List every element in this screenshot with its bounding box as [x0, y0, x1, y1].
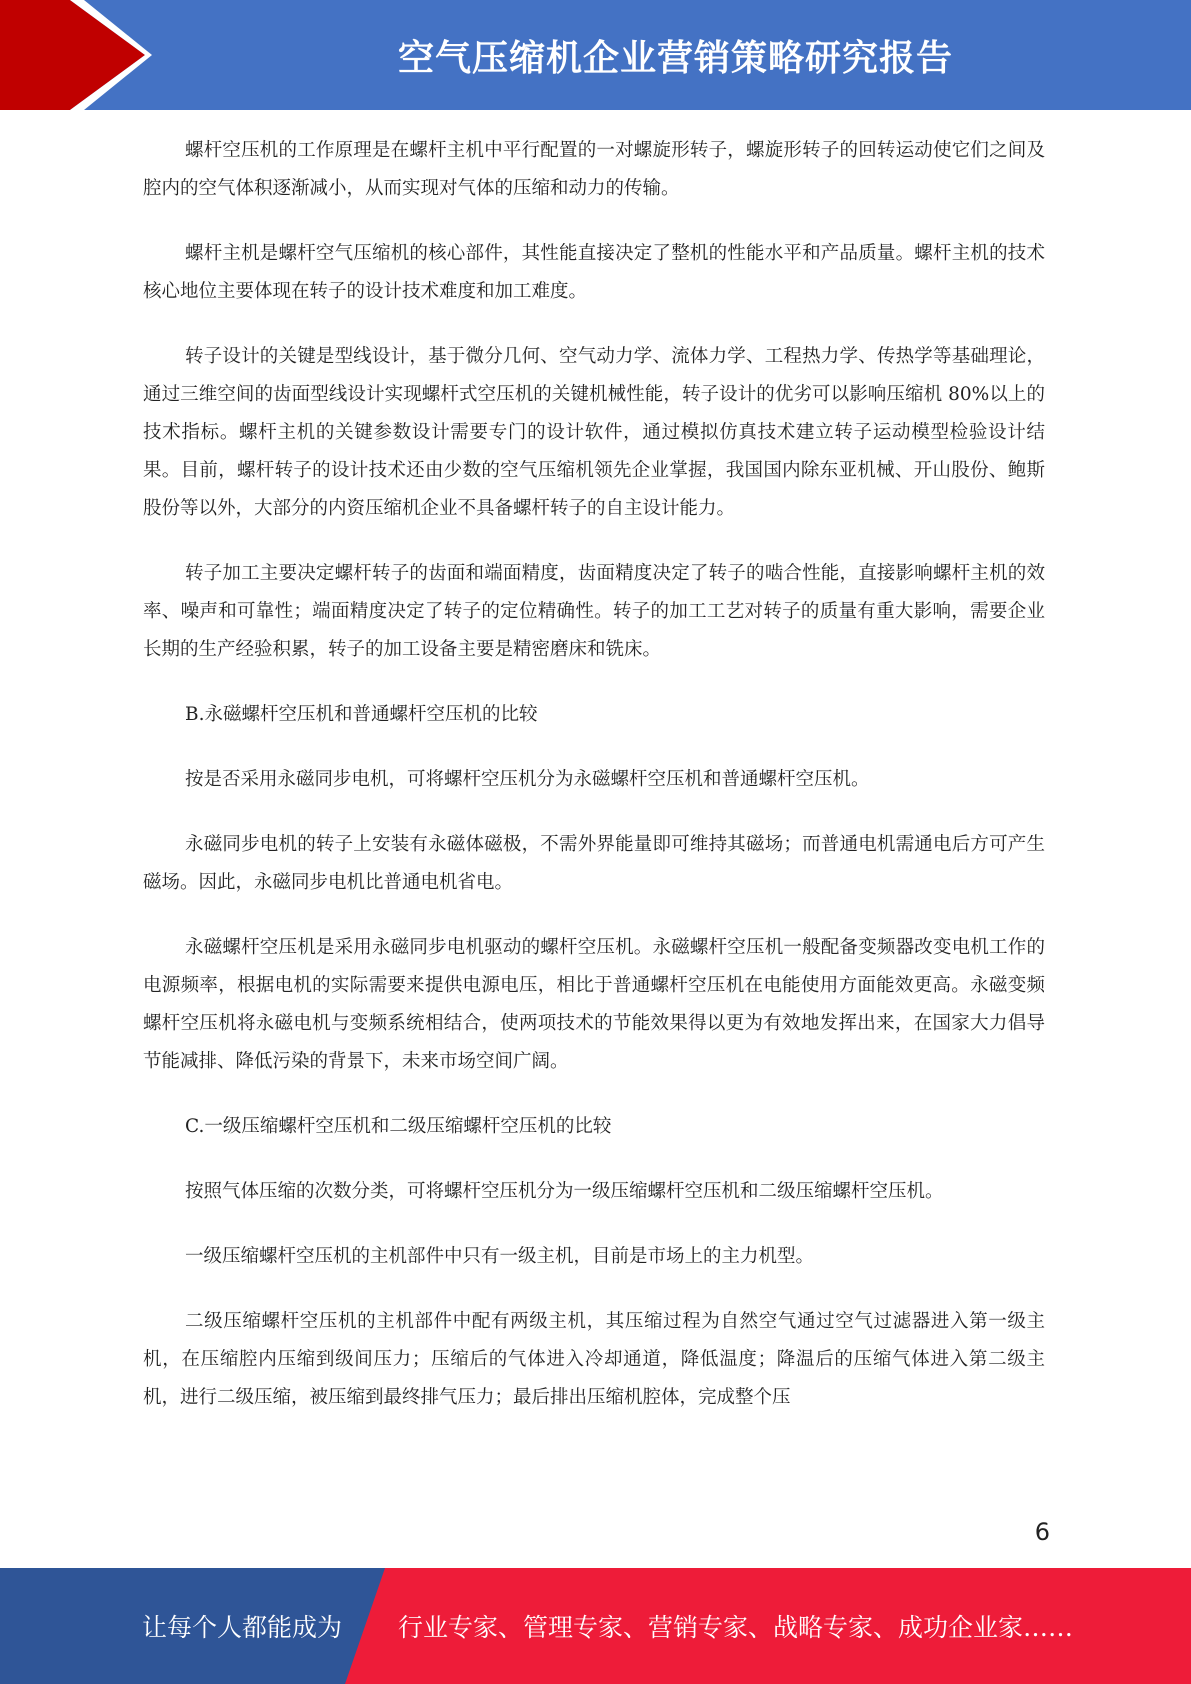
page-body [143, 132, 1045, 1444]
report-title: 空气压缩机企业营销策略研究报告 [397, 37, 953, 79]
paragraph: 永磁螺杆空压机是采用永磁同步电机驱动的螺杆空压机。永磁螺杆空压机一般配备变频器改变电机工作的电源频率，根据电机的实际需要来提供电源电压，相比于普通螺杆空压机在电能使用方面能效更高。永磁变频螺杆空压机将永磁电机与变频系统相结合，使两项技术的节能效果得以更为有效地发挥出来，在国家大力倡导节能减排、降低污染的背景下，未来市场空间广阔。 [143, 937, 1045, 1072]
paragraph: 永磁同步电机的转子上安装有永磁体磁极，不需外界能量即可维持其磁场；而普通电机需通电后方可产生磁场。因此，永磁同步电机比普通电机省电。 [143, 834, 1045, 893]
paragraph: 一级压缩螺杆空压机的主机部件中只有一级主机，目前是市场上的主力机型。 [185, 1246, 815, 1267]
page-number: 6 [1034, 1518, 1050, 1546]
section-heading-c: C.一级压缩螺杆空压机和二级压缩螺杆空压机的比较 [185, 1116, 612, 1137]
header-arrow-decoration [0, 0, 160, 110]
paragraph: 转子设计的关键是型线设计，基于微分几何、空气动力学、流体力学、工程热力学、传热学等基础理论，通过三维空间的齿面型线设计实现螺杆式空压机的关键机械性能，转子设计的优劣可以影响压缩机 80%以上的技术指标。螺杆主机的关键参数设计需要专门的设计软件，通过模拟仿真技术建立转子运动模型检验设计结果。目前，螺杆转子的设计技术还由少数的空气压缩机领先企业掌握，我国国内除东亚机械、开山股份、鲍斯股份等以外，大部分的内资压缩机企业不具备螺杆转子的自主设计能力。 [143, 346, 1045, 519]
paragraph: 转子加工主要决定螺杆转子的齿面和端面精度，齿面精度决定了转子的啮合性能，直接影响螺杆主机的效率、噪声和可靠性；端面精度决定了转子的定位精确性。转子的加工工艺对转子的质量有重大影响，需要企业长期的生产经验积累，转子的加工设备主要是精密磨床和铣床。 [143, 563, 1045, 660]
paragraph: 螺杆空压机的工作原理是在螺杆主机中平行配置的一对螺旋形转子，螺旋形转子的回转运动使它们之间及腔内的空气体积逐渐减小，从而实现对气体的压缩和动力的传输。 [143, 140, 1045, 199]
footer-slogan-right: 行业专家、管理专家、营销专家、战略专家、成功企业家…… [398, 1613, 1074, 1642]
paragraph: 螺杆主机是螺杆空气压缩机的核心部件，其性能直接决定了整机的性能水平和产品质量。螺杆主机的技术核心地位主要体现在转子的设计技术难度和加工难度。 [143, 243, 1045, 302]
section-heading-b: B.永磁螺杆空压机和普通螺杆空压机的比较 [185, 704, 538, 725]
page-footer [0, 1568, 1191, 1684]
paragraph: 二级压缩螺杆空压机的主机部件中配有两级主机，其压缩过程为自然空气通过空气过滤器进入第一级主机，在压缩腔内压缩到级间压力；压缩后的气体进入冷却通道，降低温度；降温后的压缩气体进入第二级主机，进行二级压缩，被压缩到最终排气压力；最后排出压缩机腔体，完成整个压 [143, 1311, 1045, 1408]
footer-slogan-left: 让每个人都能成为 [142, 1613, 343, 1642]
paragraph: 按照气体压缩的次数分类，可将螺杆空压机分为一级压缩螺杆空压机和二级压缩螺杆空压机。 [185, 1181, 944, 1202]
paragraph: 按是否采用永磁同步电机，可将螺杆空压机分为永磁螺杆空压机和普通螺杆空压机。 [185, 769, 870, 790]
page-header [0, 0, 1191, 110]
